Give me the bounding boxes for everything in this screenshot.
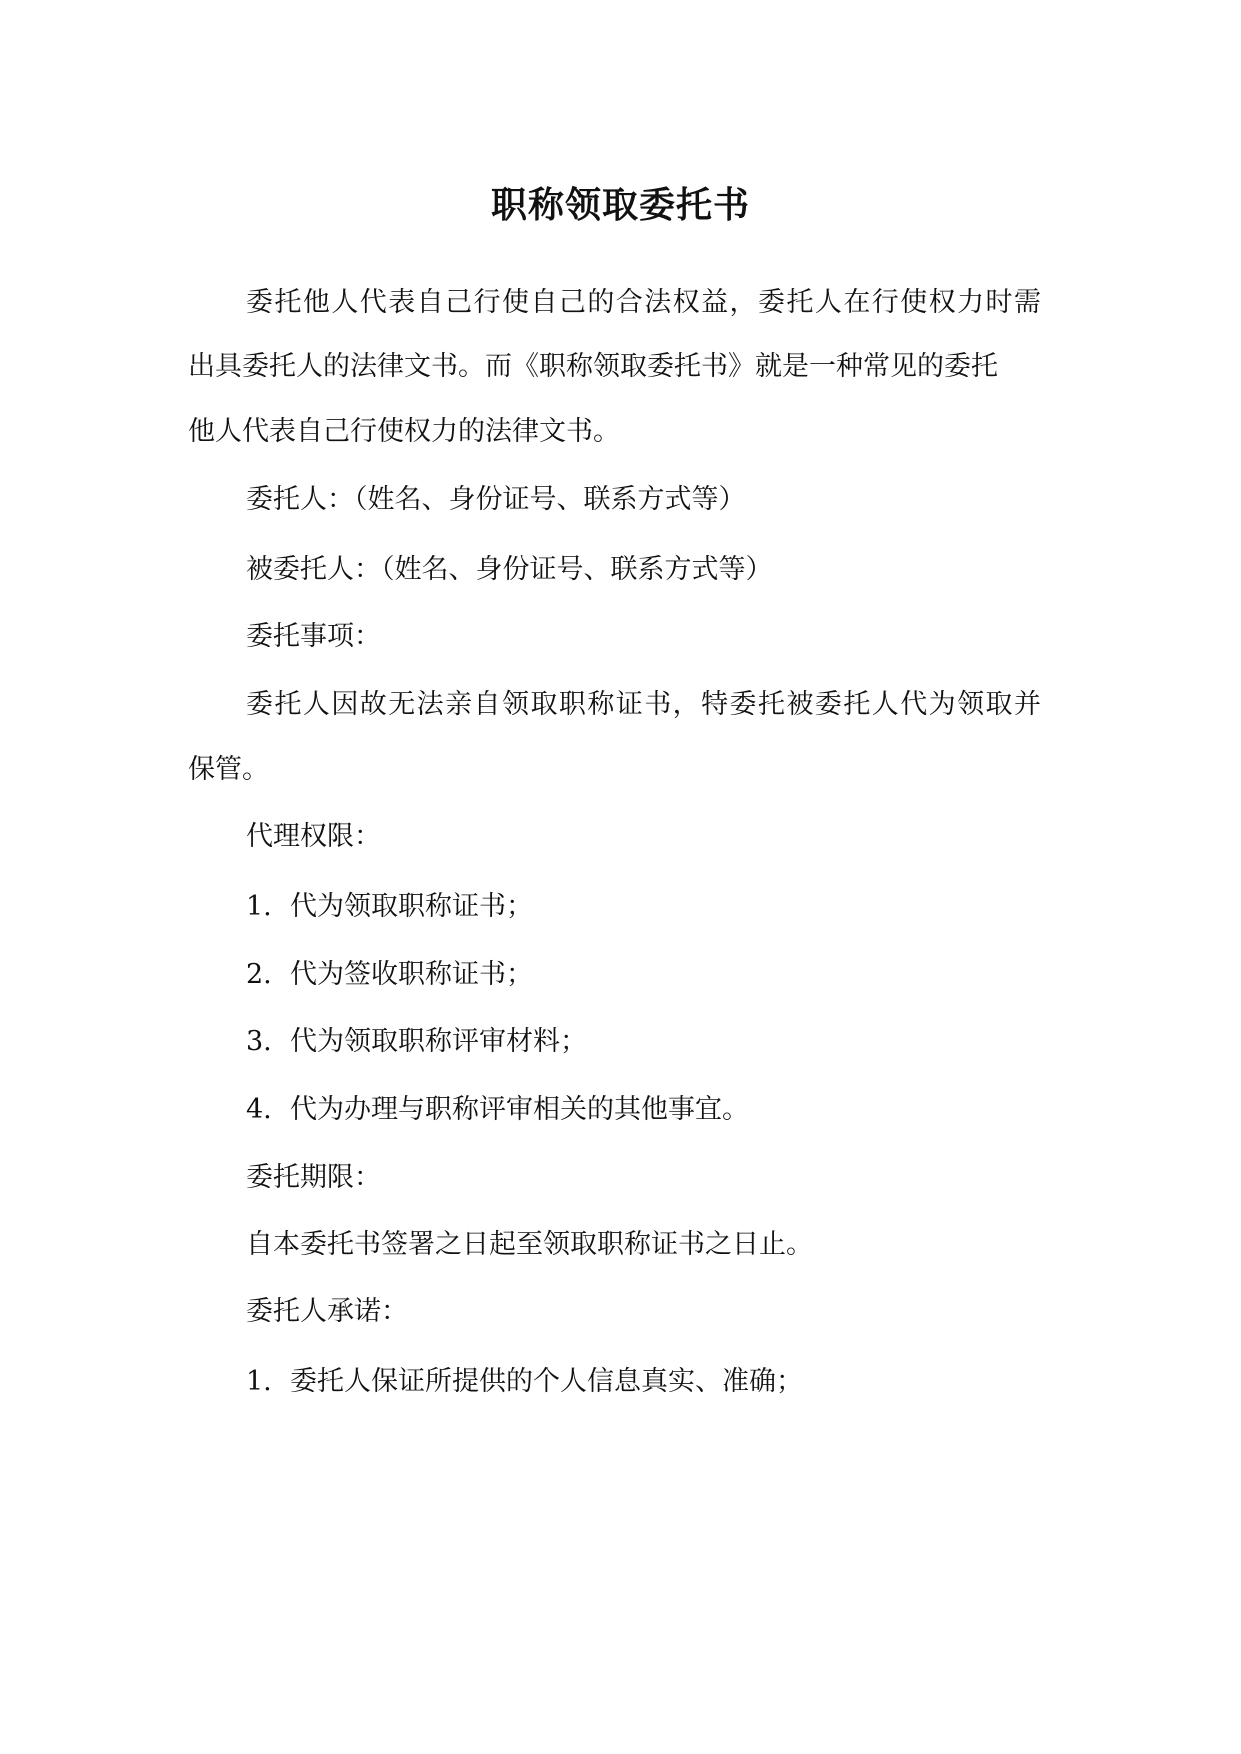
term-heading: 委托期限： xyxy=(246,1162,381,1193)
authority-heading: 代理权限： xyxy=(246,821,381,852)
list-item-number: 3. xyxy=(246,1026,272,1057)
term-text: 自本委托书签署之日起至领取职称证书之日止。 xyxy=(246,1229,813,1260)
list-item-text: 代为办理与职称评审相关的其他事宜。 xyxy=(290,1094,749,1125)
intro-line-3: 他人代表自己行使权力的法律文书。 xyxy=(188,416,620,447)
matters-line-1: 委托人因故无法亲自领取职称证书，特委托被委托人代为领取并 xyxy=(246,689,1041,720)
matters-line-2: 保管。 xyxy=(188,754,269,785)
list-item-number: 1. xyxy=(246,891,272,922)
list-item-text: 代为签收职称证书； xyxy=(290,959,533,990)
list-item xyxy=(246,1362,803,1402)
list-item-number: 2. xyxy=(246,959,272,990)
list-item xyxy=(246,1022,587,1062)
list-item xyxy=(246,1090,749,1130)
list-item-text: 代为领取职称评审材料； xyxy=(290,1026,587,1057)
intro-line-1: 委托他人代表自己行使自己的合法权益，委托人在行使权力时需 xyxy=(246,287,1041,318)
agent-line: 被委托人：（姓名、身份证号、联系方式等） xyxy=(246,554,773,585)
document-title: 职称领取委托书 xyxy=(490,185,750,226)
list-item-number: 1. xyxy=(246,1366,272,1397)
list-item-text: 代为领取职称证书； xyxy=(290,891,533,922)
intro-line-2: 出具委托人的法律文书。而《职称领取委托书》就是一种常见的委托 xyxy=(188,351,998,382)
list-item-text: 委托人保证所提供的个人信息真实、准确； xyxy=(290,1366,803,1397)
list-item xyxy=(246,955,533,995)
list-item-number: 4. xyxy=(246,1094,272,1125)
promise-heading: 委托人承诺： xyxy=(246,1296,408,1327)
matters-heading: 委托事项： xyxy=(246,621,381,652)
principal-line: 委托人：（姓名、身份证号、联系方式等） xyxy=(246,484,746,515)
list-item xyxy=(246,887,533,927)
